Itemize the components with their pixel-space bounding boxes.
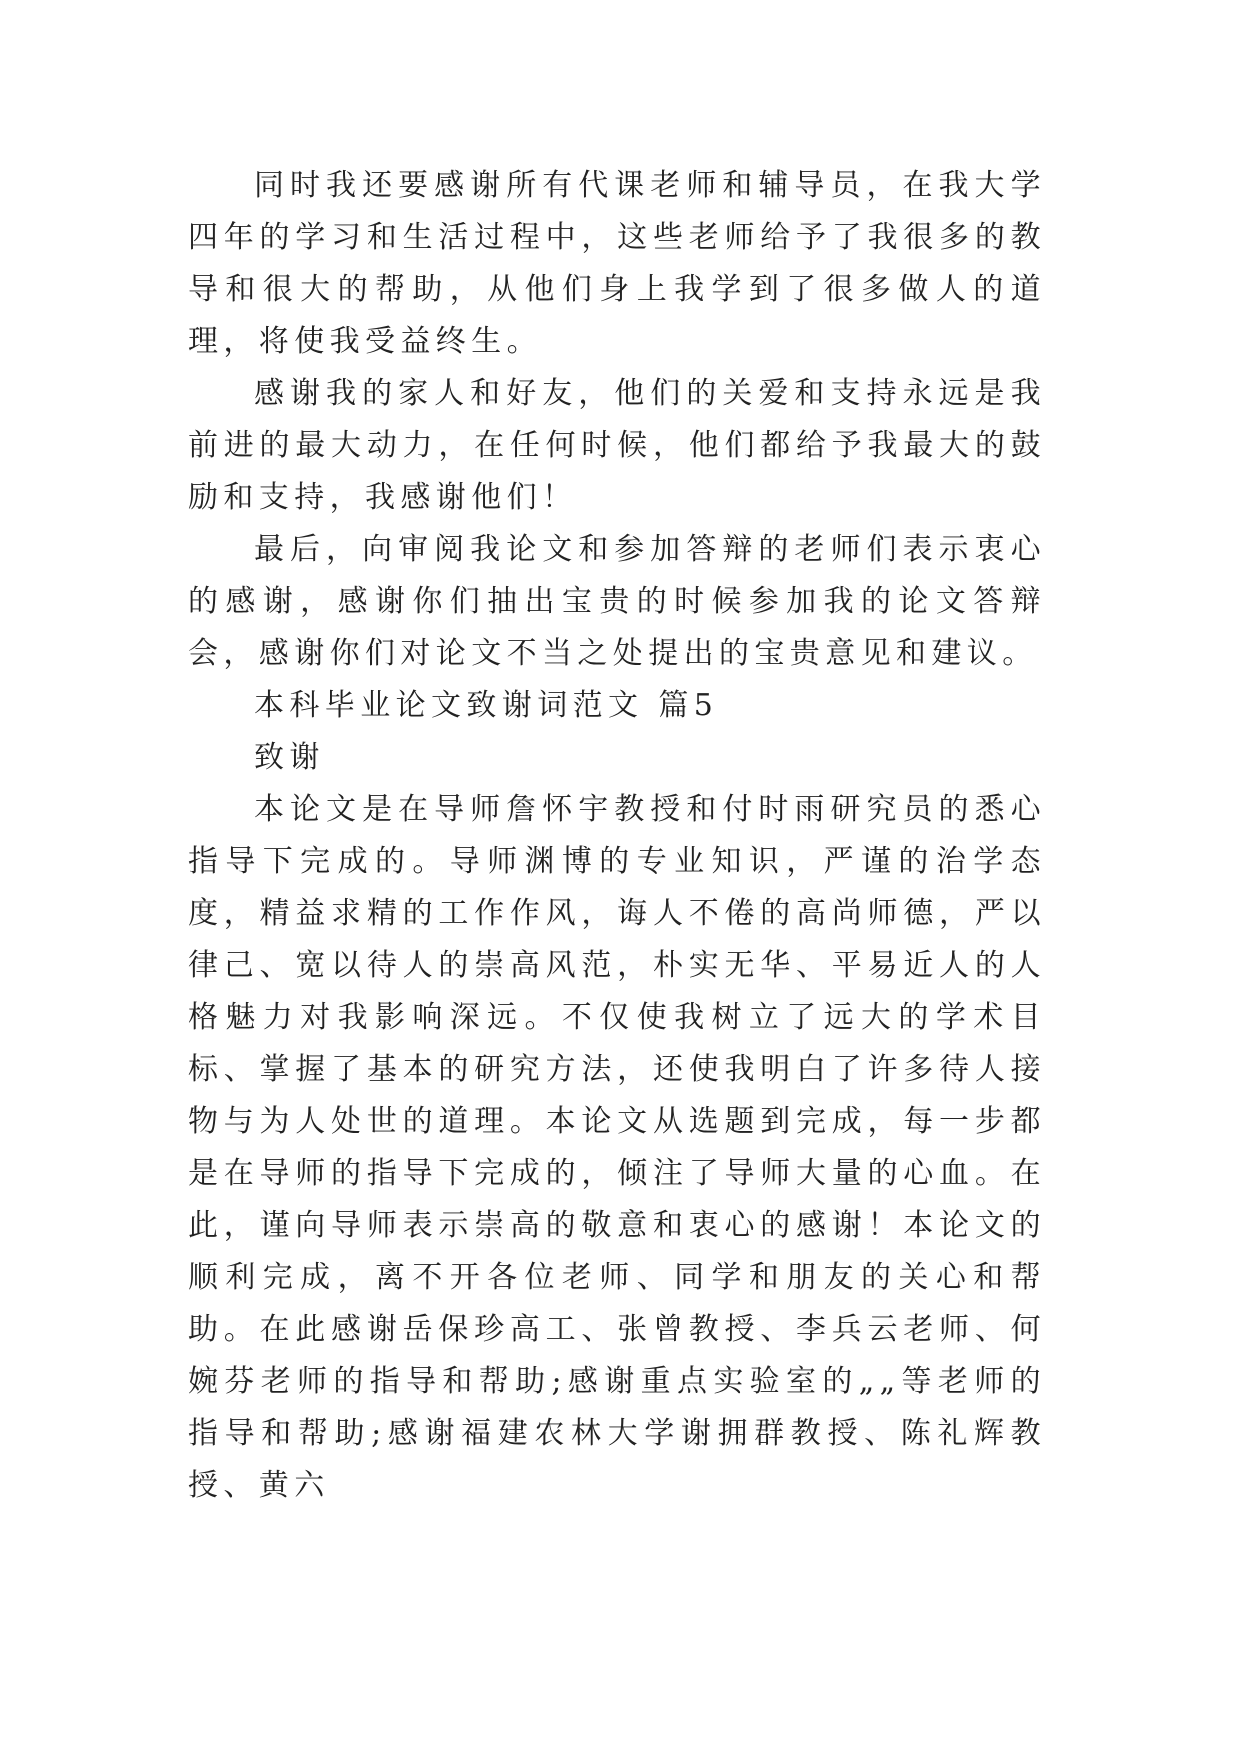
paragraph-acknowledgement-body: 本论文是在导师詹怀宇教授和付时雨研究员的悉心指导下完成的。导师渊博的专业知识，严谨的治学态度，精益求精的工作作风，诲人不倦的高尚师德，严以律己、宽以待人的崇高风范，朴实无华、平易近人的人格魅力对我影响深远。不仅使我树立了远大的学术目标、掌握了基本的研究方法，还使我明白了许多待人接物与为人处世的道理。本论文从选题到完成，每一步都是在导师的指导下完成的，倾注了导师大量的心血。在此，谨向导师表示崇高的敬意和衷心的感谢！本论文的顺利完成，离不开各位老师、同学和朋友的关心和帮助。在此感谢岳保珍高工、张曾教授、李兵云老师、何婉芬老师的指导和帮助;感谢重点实验室的„„等老师的指导和帮助;感谢福建农林大学谢拥群教授、陈礼辉教授、黄六: [188, 792, 1046, 1503]
paragraph-thanks-teachers: 同时我还要感谢所有代课老师和辅导员，在我大学四年的学习和生活过程中，这些老师给予了我很多的教导和很大的帮助，从他们身上我学到了很多做人的道理，将使我受益终生。: [188, 168, 1046, 359]
document-body: [188, 160, 1046, 1512]
paragraph-thanks-reviewers: 最后，向审阅我论文和参加答辩的老师们表示衷心的感谢，感谢你们抽出宝贵的时候参加我的论文答辩会，感谢你们对论文不当之处提出的宝贵意见和建议。: [188, 532, 1046, 671]
paragraph-thanks-family: 感谢我的家人和好友，他们的关爱和支持永远是我前进的最大动力，在任何时候，他们都给予我最大的鼓励和支持，我感谢他们！: [188, 376, 1046, 515]
acknowledgement-title: 致谢: [254, 740, 325, 775]
section-heading: 本科毕业论文致谢词范文 篇5: [254, 688, 719, 723]
